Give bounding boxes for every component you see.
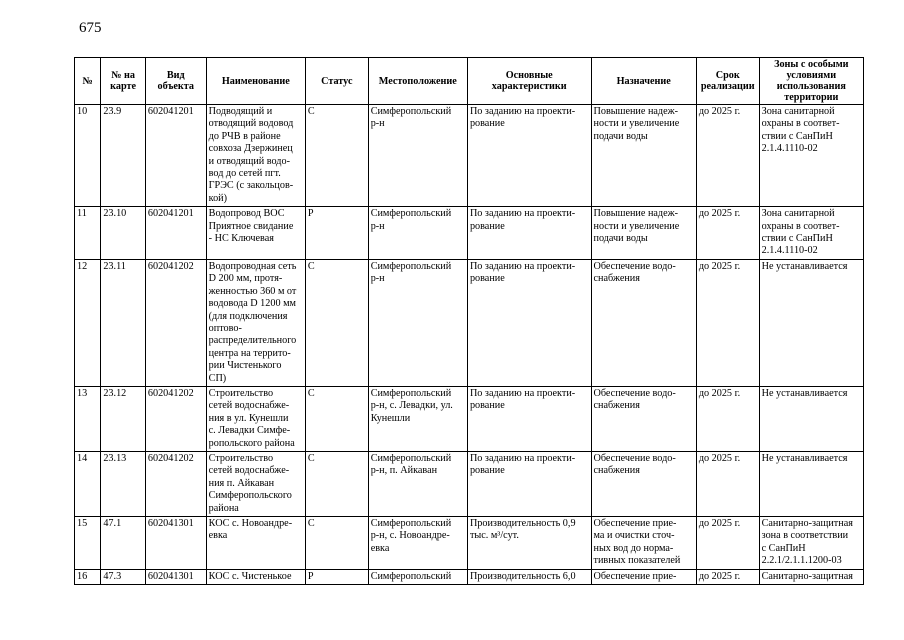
row-name: Водопроводная сеть D 200 мм, протя- женностью 360 м от водовода D 1200 мм (для подключения оптово- распределительного центра на террито- рии Чистенького СП) [206, 259, 305, 386]
row-name: Водопровод ВОС Приятное свидание - НС Ключевая [206, 207, 305, 260]
row-map-number: 47.1 [101, 517, 146, 570]
row-purpose: Обеспечение прие- ма и очистки сточ- ных вод до норма- тивных показателей [591, 517, 696, 570]
table-header-row [75, 58, 864, 105]
row-map-number: 47.3 [101, 569, 146, 584]
row-object-kind: 602041202 [145, 386, 206, 451]
row-purpose: Обеспечение водо- снабжения [591, 451, 696, 516]
row-object-kind: 602041202 [145, 259, 206, 386]
header-term: Срок реализации [696, 58, 759, 105]
row-specs: По заданию на проекти- рование [467, 105, 591, 207]
row-name: Подводящий и отводящий водовод до РЧВ в районе совхоза Дзержинец и отводящий водо- вод до сетей пгт. ГРЭС (с закольцов- кой) [206, 105, 305, 207]
row-location: Симферопольский р-н [368, 259, 467, 386]
row-zones: Зона санитарной охраны в соответ- ствии с СанПиН 2.1.4.1110-02 [759, 105, 863, 207]
row-zones: Не устанавливается [759, 386, 863, 451]
row-specs: По заданию на проекти- рование [467, 386, 591, 451]
row-term: до 2025 г. [696, 259, 759, 386]
row-number: 14 [75, 451, 101, 516]
row-purpose: Обеспечение водо- снабжения [591, 386, 696, 451]
row-location: Симферопольский р-н, п. Айкаван [368, 451, 467, 516]
row-status: Р [305, 569, 368, 584]
row-status: С [305, 259, 368, 386]
row-specs: Производительность 6,0 [467, 569, 591, 584]
row-zones: Зона санитарной охраны в соответ- ствии с СанПиН 2.1.4.1110-02 [759, 207, 863, 260]
page-number: 675 [79, 20, 102, 36]
row-number: 15 [75, 517, 101, 570]
header-status: Статус [305, 58, 368, 105]
row-zones: Санитарно-защитная [759, 569, 863, 584]
row-status: С [305, 386, 368, 451]
row-status: С [305, 517, 368, 570]
row-map-number: 23.9 [101, 105, 146, 207]
row-location: Симферопольский р-н, с. Новоандре- евка [368, 517, 467, 570]
row-number: 11 [75, 207, 101, 260]
table-row [75, 569, 864, 584]
row-location: Симферопольский р-н [368, 105, 467, 207]
row-term: до 2025 г. [696, 386, 759, 451]
objects-table [74, 57, 864, 585]
row-term: до 2025 г. [696, 105, 759, 207]
table-row [75, 207, 864, 260]
row-specs: По заданию на проекти- рование [467, 207, 591, 260]
row-name: КОС с. Чистенькое [206, 569, 305, 584]
row-status: Р [305, 207, 368, 260]
row-map-number: 23.10 [101, 207, 146, 260]
header-specs: Основные характеристики [467, 58, 591, 105]
row-name: КОС с. Новоандре- евка [206, 517, 305, 570]
row-purpose: Повышение надеж- ности и увеличение подачи воды [591, 207, 696, 260]
row-zones: Не устанавливается [759, 451, 863, 516]
row-object-kind: 602041201 [145, 105, 206, 207]
row-number: 12 [75, 259, 101, 386]
header-name: Наименование [206, 58, 305, 105]
row-specs: По заданию на проекти- рование [467, 259, 591, 386]
row-object-kind: 602041201 [145, 207, 206, 260]
row-purpose: Обеспечение прие- [591, 569, 696, 584]
row-number: 16 [75, 569, 101, 584]
row-status: С [305, 105, 368, 207]
row-status: С [305, 451, 368, 516]
table-row [75, 451, 864, 516]
row-number: 10 [75, 105, 101, 207]
row-purpose: Обеспечение водо- снабжения [591, 259, 696, 386]
row-zones: Санитарно-защитная зона в соответствии с СанПиН 2.2.1/2.1.1.1200-03 [759, 517, 863, 570]
header-number: № [75, 58, 101, 105]
row-location: Симферопольский р-н [368, 207, 467, 260]
row-location: Симферопольский [368, 569, 467, 584]
row-name: Строительство сетей водоснабже- ния в ул. Кунешли с. Левадки Симфе- ропольского района [206, 386, 305, 451]
row-object-kind: 602041301 [145, 569, 206, 584]
row-purpose: Повышение надеж- ности и увеличение подачи воды [591, 105, 696, 207]
header-zones: Зоны с особыми условиями использования территории [759, 58, 863, 105]
header-location: Местоположение [368, 58, 467, 105]
header-object-kind: Вид объекта [145, 58, 206, 105]
row-object-kind: 602041301 [145, 517, 206, 570]
row-specs: Производительность 0,9 тыс. м³/сут. [467, 517, 591, 570]
table-row [75, 259, 864, 386]
row-number: 13 [75, 386, 101, 451]
row-location: Симферопольский р-н, с. Левадки, ул. Кунешли [368, 386, 467, 451]
row-term: до 2025 г. [696, 207, 759, 260]
table-row [75, 386, 864, 451]
row-object-kind: 602041202 [145, 451, 206, 516]
row-term: до 2025 г. [696, 569, 759, 584]
row-zones: Не устанавливается [759, 259, 863, 386]
row-specs: По заданию на проекти- рование [467, 451, 591, 516]
row-map-number: 23.12 [101, 386, 146, 451]
row-name: Строительство сетей водоснабже- ния п. Айкаван Симферопольского района [206, 451, 305, 516]
row-map-number: 23.13 [101, 451, 146, 516]
row-term: до 2025 г. [696, 517, 759, 570]
header-purpose: Назначение [591, 58, 696, 105]
table-row [75, 105, 864, 207]
row-map-number: 23.11 [101, 259, 146, 386]
table-row [75, 517, 864, 570]
row-term: до 2025 г. [696, 451, 759, 516]
header-map-number: № на карте [101, 58, 146, 105]
